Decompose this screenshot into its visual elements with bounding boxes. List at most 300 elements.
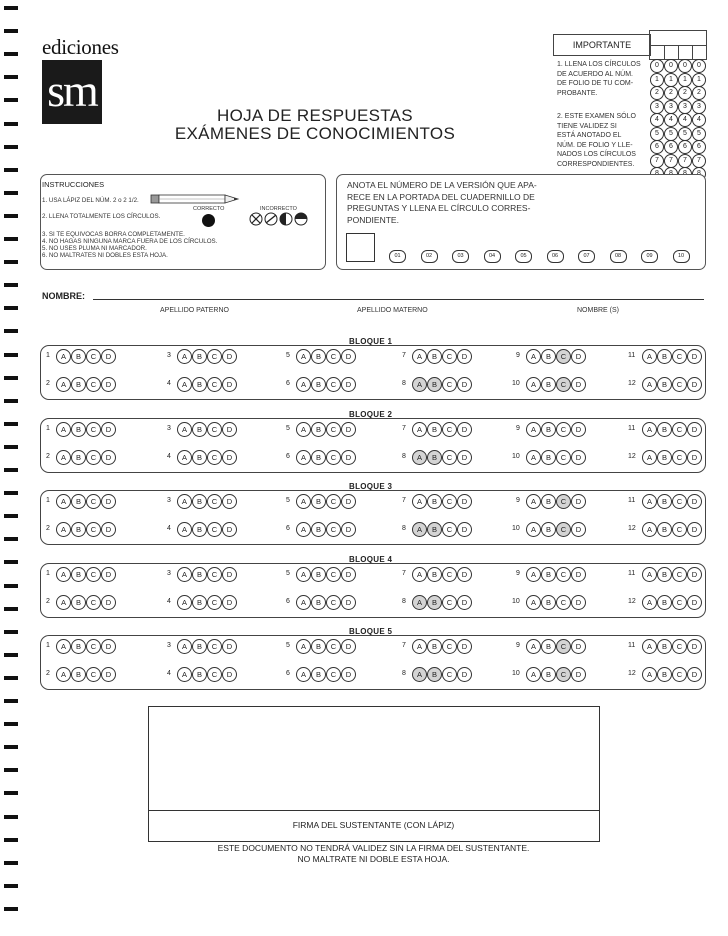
answer-bubble[interactable]: A [56, 377, 71, 392]
answer-bubble[interactable]: B [311, 567, 326, 582]
folio-digit-bubble[interactable]: 3 [664, 100, 678, 114]
answer-bubble[interactable]: A [642, 567, 657, 582]
answer-bubble[interactable]: D [222, 595, 237, 610]
answer-bubble[interactable]: A [296, 450, 311, 465]
answer-bubble[interactable]: B [311, 522, 326, 537]
answer-bubble[interactable]: A [412, 667, 427, 682]
answer-bubble[interactable]: D [687, 349, 702, 364]
timing-mark [4, 306, 18, 310]
answer-bubble[interactable]: D [571, 349, 586, 364]
answer-bubble[interactable]: D [341, 567, 356, 582]
folio-digit-bubble[interactable]: 7 [650, 154, 664, 168]
answer-bubble[interactable]: B [541, 422, 556, 437]
answer-bubble[interactable]: C [672, 667, 687, 682]
answer-bubble[interactable]: A [642, 522, 657, 537]
answer-bubble[interactable]: A [412, 349, 427, 364]
folio-digit-bubble[interactable]: 0 [692, 59, 706, 73]
answer-bubble[interactable]: A [296, 667, 311, 682]
answer-bubble[interactable]: D [101, 639, 116, 654]
version-option-bubble[interactable]: 06 [547, 250, 564, 263]
answer-bubble[interactable]: D [571, 494, 586, 509]
answer-bubble[interactable]: A [56, 422, 71, 437]
answer-bubble[interactable]: C [672, 567, 687, 582]
answer-bubble[interactable]: D [101, 522, 116, 537]
answer-bubble[interactable]: B [71, 595, 86, 610]
folio-digit-bubble[interactable]: 5 [692, 127, 706, 141]
answer-bubble[interactable]: C [326, 377, 341, 392]
answer-bubble[interactable]: D [457, 667, 472, 682]
answer-bubble[interactable]: A [177, 667, 192, 682]
folio-digit-bubble[interactable]: 4 [664, 113, 678, 127]
answer-bubble[interactable]: D [457, 595, 472, 610]
answer-bubble[interactable]: D [687, 522, 702, 537]
answer-bubble[interactable]: B [192, 667, 207, 682]
folio-digit-bubble[interactable]: 7 [678, 154, 692, 168]
timing-mark [4, 468, 18, 472]
answer-bubble[interactable]: D [571, 522, 586, 537]
answer-bubble[interactable]: C [86, 377, 101, 392]
answer-bubble[interactable]: C [207, 522, 222, 537]
answer-bubble[interactable]: A [642, 494, 657, 509]
answer-bubble[interactable]: B [192, 494, 207, 509]
answer-bubble[interactable]: B [541, 494, 556, 509]
answer-bubble[interactable]: B [192, 595, 207, 610]
answer-bubble[interactable]: B [71, 422, 86, 437]
answer-bubble[interactable]: B [427, 522, 442, 537]
answer-bubble[interactable]: B [311, 349, 326, 364]
answer-bubble[interactable]: A [177, 422, 192, 437]
answer-bubble[interactable]: A [56, 349, 71, 364]
answer-bubble[interactable]: A [526, 667, 541, 682]
answer-bubble[interactable]: A [56, 667, 71, 682]
answer-bubble[interactable]: D [341, 522, 356, 537]
answer-bubble[interactable]: B [311, 639, 326, 654]
answer-bubble[interactable]: B [192, 450, 207, 465]
answer-bubble[interactable]: A [526, 494, 541, 509]
answer-bubble[interactable]: A [296, 567, 311, 582]
answer-bubble[interactable]: B [541, 450, 556, 465]
answer-bubble[interactable]: C [442, 377, 457, 392]
answer-bubble[interactable]: A [296, 639, 311, 654]
answer-bubble[interactable]: C [442, 595, 457, 610]
answer-bubble[interactable]: B [541, 567, 556, 582]
version-option-bubble[interactable]: 01 [389, 250, 406, 263]
answer-bubble[interactable]: C [207, 595, 222, 610]
answer-bubble[interactable]: A [412, 522, 427, 537]
answer-bubble[interactable]: C [442, 667, 457, 682]
answer-bubble[interactable]: C [442, 494, 457, 509]
folio-digit-bubble[interactable]: 2 [678, 86, 692, 100]
answer-bubble[interactable]: C [442, 639, 457, 654]
answer-bubble[interactable]: D [457, 522, 472, 537]
answer-bubble[interactable]: C [672, 494, 687, 509]
answer-bubble[interactable]: B [541, 377, 556, 392]
answer-bubble[interactable]: D [457, 349, 472, 364]
answer-bubble[interactable]: D [222, 450, 237, 465]
answer-bubble[interactable]: B [657, 567, 672, 582]
answer-bubble[interactable]: D [101, 667, 116, 682]
answer-bubble[interactable]: C [556, 422, 571, 437]
answer-bubble[interactable]: B [657, 494, 672, 509]
question-number: 4 [167, 525, 171, 532]
answer-bubble[interactable]: D [341, 494, 356, 509]
answer-bubble[interactable]: C [326, 667, 341, 682]
folio-digit-bubble[interactable]: 2 [650, 86, 664, 100]
answer-bubble[interactable]: A [56, 450, 71, 465]
answer-bubble[interactable]: A [642, 639, 657, 654]
answer-bubble[interactable]: A [412, 422, 427, 437]
answer-bubble[interactable]: A [526, 349, 541, 364]
answer-bubble[interactable]: B [657, 349, 672, 364]
important-note-line: NÚM. DE FOLIO Y LLE- [557, 141, 633, 149]
answer-bubble[interactable]: A [296, 422, 311, 437]
answer-bubble[interactable]: D [222, 494, 237, 509]
answer-bubble[interactable]: B [427, 494, 442, 509]
answer-bubble[interactable]: C [442, 567, 457, 582]
answer-bubble[interactable]: A [177, 349, 192, 364]
answer-bubble[interactable]: A [56, 522, 71, 537]
answer-bubble[interactable]: C [207, 450, 222, 465]
answer-bubble[interactable]: C [86, 494, 101, 509]
folio-digit-bubble[interactable]: 3 [692, 100, 706, 114]
answer-bubble[interactable]: C [207, 494, 222, 509]
answer-bubble[interactable]: C [672, 349, 687, 364]
answer-bubble[interactable]: D [687, 567, 702, 582]
question-number: 9 [516, 642, 520, 649]
answer-bubble[interactable]: D [571, 422, 586, 437]
answer-bubble[interactable]: B [541, 639, 556, 654]
answer-bubble[interactable]: C [556, 567, 571, 582]
answer-bubble[interactable]: A [412, 639, 427, 654]
answer-bubble[interactable]: C [556, 522, 571, 537]
answer-bubble[interactable]: C [86, 422, 101, 437]
answer-bubble[interactable]: B [192, 349, 207, 364]
answer-bubble[interactable]: A [642, 595, 657, 610]
answer-bubble[interactable]: D [457, 422, 472, 437]
answer-bubble[interactable]: D [341, 422, 356, 437]
answer-bubble[interactable]: D [222, 349, 237, 364]
version-option-bubble[interactable]: 07 [578, 250, 595, 263]
name-input-line[interactable] [93, 299, 704, 300]
answer-bubble[interactable]: C [326, 494, 341, 509]
answer-bubble[interactable]: D [571, 450, 586, 465]
answer-bubble[interactable]: B [657, 522, 672, 537]
answer-bubble[interactable]: D [222, 639, 237, 654]
answer-bubble[interactable]: A [642, 422, 657, 437]
answer-bubble[interactable]: B [71, 567, 86, 582]
folio-digit-bubble[interactable]: 0 [650, 59, 664, 73]
answer-bubble[interactable]: B [192, 639, 207, 654]
answer-bubble[interactable]: C [672, 639, 687, 654]
answer-bubble[interactable]: B [657, 377, 672, 392]
answer-bubble[interactable]: A [177, 377, 192, 392]
answer-bubble[interactable]: B [657, 450, 672, 465]
answer-bubble[interactable]: A [56, 494, 71, 509]
answer-bubble[interactable]: B [71, 349, 86, 364]
question-number: 6 [286, 597, 290, 605]
answer-bubble[interactable]: A [642, 667, 657, 682]
answer-bubble[interactable]: C [86, 639, 101, 654]
answer-bubble[interactable]: D [687, 422, 702, 437]
answer-bubble[interactable]: D [101, 595, 116, 610]
answer-bubble[interactable]: A [642, 377, 657, 392]
folio-digit-bubble[interactable]: 4 [678, 113, 692, 127]
answer-bubble[interactable]: B [427, 667, 442, 682]
answer-bubble[interactable]: C [442, 450, 457, 465]
folio-digit-bubble[interactable]: 5 [678, 127, 692, 141]
answer-bubble[interactable]: D [101, 494, 116, 509]
answer-bubble[interactable]: A [526, 377, 541, 392]
answer-bubble[interactable]: D [341, 667, 356, 682]
answer-bubble[interactable]: B [192, 422, 207, 437]
answer-bubble[interactable]: A [296, 595, 311, 610]
answer-bubble[interactable]: C [672, 377, 687, 392]
answer-bubble[interactable]: B [311, 667, 326, 682]
answer-bubble[interactable]: B [427, 567, 442, 582]
answer-bubble[interactable]: D [571, 639, 586, 654]
answer-bubble[interactable]: D [457, 494, 472, 509]
answer-bubble[interactable]: B [427, 377, 442, 392]
answer-bubble[interactable]: D [341, 639, 356, 654]
answer-bubble[interactable]: D [341, 377, 356, 392]
answer-bubble[interactable]: C [207, 422, 222, 437]
answer-bubble[interactable]: B [427, 595, 442, 610]
answer-bubble[interactable]: C [672, 595, 687, 610]
folio-digit-bubble[interactable]: 7 [692, 154, 706, 168]
answer-bubble[interactable]: D [457, 567, 472, 582]
answer-bubble[interactable]: C [556, 450, 571, 465]
timing-mark [4, 861, 18, 865]
folio-digit-bubble[interactable]: 6 [664, 140, 678, 154]
folio-digit-bubble[interactable]: 5 [650, 127, 664, 141]
answer-bubble[interactable]: C [672, 522, 687, 537]
answer-bubble[interactable]: C [326, 422, 341, 437]
answer-bubble[interactable]: B [657, 667, 672, 682]
answer-bubble[interactable]: B [71, 639, 86, 654]
answer-bubble[interactable]: B [541, 522, 556, 537]
answer-bubble[interactable]: C [326, 522, 341, 537]
answer-bubble[interactable]: D [222, 377, 237, 392]
answer-bubble[interactable]: C [442, 349, 457, 364]
answer-bubble[interactable]: C [207, 349, 222, 364]
answer-bubble[interactable]: C [556, 595, 571, 610]
answer-bubble[interactable]: C [442, 422, 457, 437]
answer-bubble[interactable]: B [427, 422, 442, 437]
answer-bubble[interactable]: C [326, 567, 341, 582]
answer-bubble[interactable]: D [571, 377, 586, 392]
answer-bubble[interactable]: B [541, 667, 556, 682]
answer-bubble[interactable]: D [687, 494, 702, 509]
answer-bubble[interactable]: B [311, 494, 326, 509]
folio-digit-bubble[interactable]: 6 [692, 140, 706, 154]
version-write-box[interactable] [346, 233, 375, 262]
answer-bubble[interactable]: A [177, 639, 192, 654]
folio-digit-bubble[interactable]: 4 [650, 113, 664, 127]
answer-bubble[interactable]: B [192, 567, 207, 582]
incorrect-marks-icon [249, 211, 313, 227]
answer-bubble[interactable]: D [222, 522, 237, 537]
answer-bubble[interactable]: A [56, 595, 71, 610]
answer-bubble[interactable]: D [457, 450, 472, 465]
answer-bubble[interactable]: A [296, 522, 311, 537]
folio-digit-bubble[interactable]: 1 [678, 73, 692, 87]
answer-bubble[interactable]: A [526, 567, 541, 582]
answer-bubble[interactable]: A [642, 450, 657, 465]
answer-bubble[interactable]: C [86, 567, 101, 582]
answer-bubble[interactable]: C [556, 494, 571, 509]
folio-digit-bubble[interactable]: 3 [650, 100, 664, 114]
answer-bubble[interactable]: D [687, 377, 702, 392]
folio-write-box[interactable] [649, 30, 707, 60]
answer-bubble[interactable]: C [86, 667, 101, 682]
answer-bubble[interactable]: A [177, 567, 192, 582]
folio-digit-bubble[interactable]: 0 [664, 59, 678, 73]
answer-bubble[interactable]: B [657, 639, 672, 654]
folio-digit-bubble[interactable]: 6 [678, 140, 692, 154]
answer-bubble[interactable]: D [101, 567, 116, 582]
answer-bubble[interactable]: B [71, 522, 86, 537]
answer-bubble[interactable]: C [207, 639, 222, 654]
answer-bubble[interactable]: C [326, 595, 341, 610]
answer-bubble[interactable]: C [86, 349, 101, 364]
question-number: 7 [402, 497, 406, 504]
answer-bubble[interactable]: D [341, 450, 356, 465]
answer-bubble[interactable]: D [222, 567, 237, 582]
answer-bubble[interactable]: C [672, 450, 687, 465]
answer-bubble[interactable]: D [222, 667, 237, 682]
answer-bubble[interactable]: B [311, 450, 326, 465]
answer-bubble[interactable]: B [657, 422, 672, 437]
folio-digit-bubble[interactable]: 3 [678, 100, 692, 114]
answer-bubble[interactable]: A [412, 494, 427, 509]
answer-bubble[interactable]: D [687, 450, 702, 465]
answer-bubble[interactable]: C [86, 450, 101, 465]
answer-bubble[interactable]: C [326, 639, 341, 654]
validity-note: ESTE DOCUMENTO NO TENDRÁ VALIDEZ SIN LA FIRMA DEL SUSTENTANTE. [217, 843, 530, 853]
answer-bubble[interactable]: A [526, 450, 541, 465]
answer-bubble[interactable]: B [657, 595, 672, 610]
folio-digit-bubble[interactable]: 7 [664, 154, 678, 168]
answer-bubble[interactable]: C [207, 667, 222, 682]
answer-bubble[interactable]: A [412, 450, 427, 465]
answer-bubble[interactable]: C [556, 349, 571, 364]
answer-bubble[interactable]: D [687, 639, 702, 654]
question-number: 1 [46, 352, 50, 359]
question-number: 2 [46, 452, 50, 460]
answer-bubble[interactable]: A [412, 567, 427, 582]
answer-bubble[interactable]: C [556, 639, 571, 654]
answer-bubble[interactable]: A [296, 494, 311, 509]
answer-bubble[interactable]: A [296, 349, 311, 364]
answer-bubble[interactable]: C [86, 595, 101, 610]
timing-mark [4, 422, 18, 426]
answer-bubble[interactable]: B [71, 494, 86, 509]
answer-bubble[interactable]: A [526, 422, 541, 437]
answer-bubble[interactable]: A [412, 595, 427, 610]
timing-mark [4, 676, 18, 680]
version-option-bubble[interactable]: 10 [673, 250, 690, 263]
answer-bubble[interactable]: A [526, 639, 541, 654]
answer-bubble[interactable]: B [427, 639, 442, 654]
answer-bubble[interactable]: B [71, 450, 86, 465]
answer-bubble[interactable]: C [326, 450, 341, 465]
answer-bubble[interactable]: B [311, 422, 326, 437]
answer-bubble[interactable]: D [687, 667, 702, 682]
answer-bubble[interactable]: D [341, 595, 356, 610]
version-option-bubble[interactable]: 02 [421, 250, 438, 263]
answer-bubble[interactable]: D [571, 595, 586, 610]
answer-bubble[interactable]: B [427, 349, 442, 364]
answer-bubble[interactable]: B [311, 377, 326, 392]
folio-digit-bubble[interactable]: 2 [692, 86, 706, 100]
answer-bubble[interactable]: A [177, 595, 192, 610]
answer-bubble[interactable]: C [326, 349, 341, 364]
folio-digit-bubble[interactable]: 1 [650, 73, 664, 87]
answer-bubble[interactable]: D [101, 422, 116, 437]
folio-digit-bubble[interactable]: 6 [650, 140, 664, 154]
answer-bubble[interactable]: A [296, 377, 311, 392]
answer-bubble[interactable]: A [177, 522, 192, 537]
answer-bubble[interactable]: A [526, 522, 541, 537]
answer-bubble[interactable]: D [457, 639, 472, 654]
answer-bubble[interactable]: B [311, 595, 326, 610]
answer-bubble[interactable]: D [101, 349, 116, 364]
folio-digit-bubble[interactable]: 1 [664, 73, 678, 87]
answer-bubble[interactable]: D [571, 667, 586, 682]
answer-bubble[interactable]: D [687, 595, 702, 610]
version-option-bubble[interactable]: 09 [641, 250, 658, 263]
answer-bubble[interactable]: D [457, 377, 472, 392]
answer-bubble[interactable]: D [571, 567, 586, 582]
answer-bubble[interactable]: D [341, 349, 356, 364]
version-option-bubble[interactable]: 04 [484, 250, 501, 263]
folio-digit-bubble[interactable]: 0 [678, 59, 692, 73]
answer-bubble[interactable]: A [642, 349, 657, 364]
answer-bubble[interactable]: B [192, 522, 207, 537]
folio-digit-bubble[interactable]: 1 [692, 73, 706, 87]
answer-bubble[interactable]: D [101, 450, 116, 465]
answer-bubble[interactable]: D [101, 377, 116, 392]
answer-bubble[interactable]: C [442, 522, 457, 537]
answer-bubble[interactable]: A [56, 639, 71, 654]
answer-bubble[interactable]: A [526, 595, 541, 610]
answer-bubble[interactable]: A [412, 377, 427, 392]
answer-bubble[interactable]: B [192, 377, 207, 392]
version-option-bubble[interactable]: 08 [610, 250, 627, 263]
answer-bubble[interactable]: C [556, 667, 571, 682]
answer-bubble[interactable]: A [177, 450, 192, 465]
folio-digit-bubble[interactable]: 2 [664, 86, 678, 100]
answer-bubble[interactable]: C [207, 567, 222, 582]
answer-bubble[interactable]: C [207, 377, 222, 392]
answer-bubble[interactable]: C [556, 377, 571, 392]
answer-bubble[interactable]: B [541, 595, 556, 610]
answer-bubble[interactable]: B [71, 377, 86, 392]
answer-bubble[interactable]: B [71, 667, 86, 682]
answer-bubble[interactable]: C [672, 422, 687, 437]
version-option-bubble[interactable]: 05 [515, 250, 532, 263]
version-option-bubble[interactable]: 03 [452, 250, 469, 263]
answer-bubble[interactable]: A [177, 494, 192, 509]
answer-bubble[interactable]: B [427, 450, 442, 465]
question-number: 3 [167, 352, 171, 359]
folio-digit-bubble[interactable]: 5 [664, 127, 678, 141]
answer-bubble[interactable]: D [222, 422, 237, 437]
answer-bubble[interactable]: C [86, 522, 101, 537]
answer-bubble[interactable]: B [541, 349, 556, 364]
folio-digit-bubble[interactable]: 4 [692, 113, 706, 127]
answer-bubble[interactable]: A [56, 567, 71, 582]
